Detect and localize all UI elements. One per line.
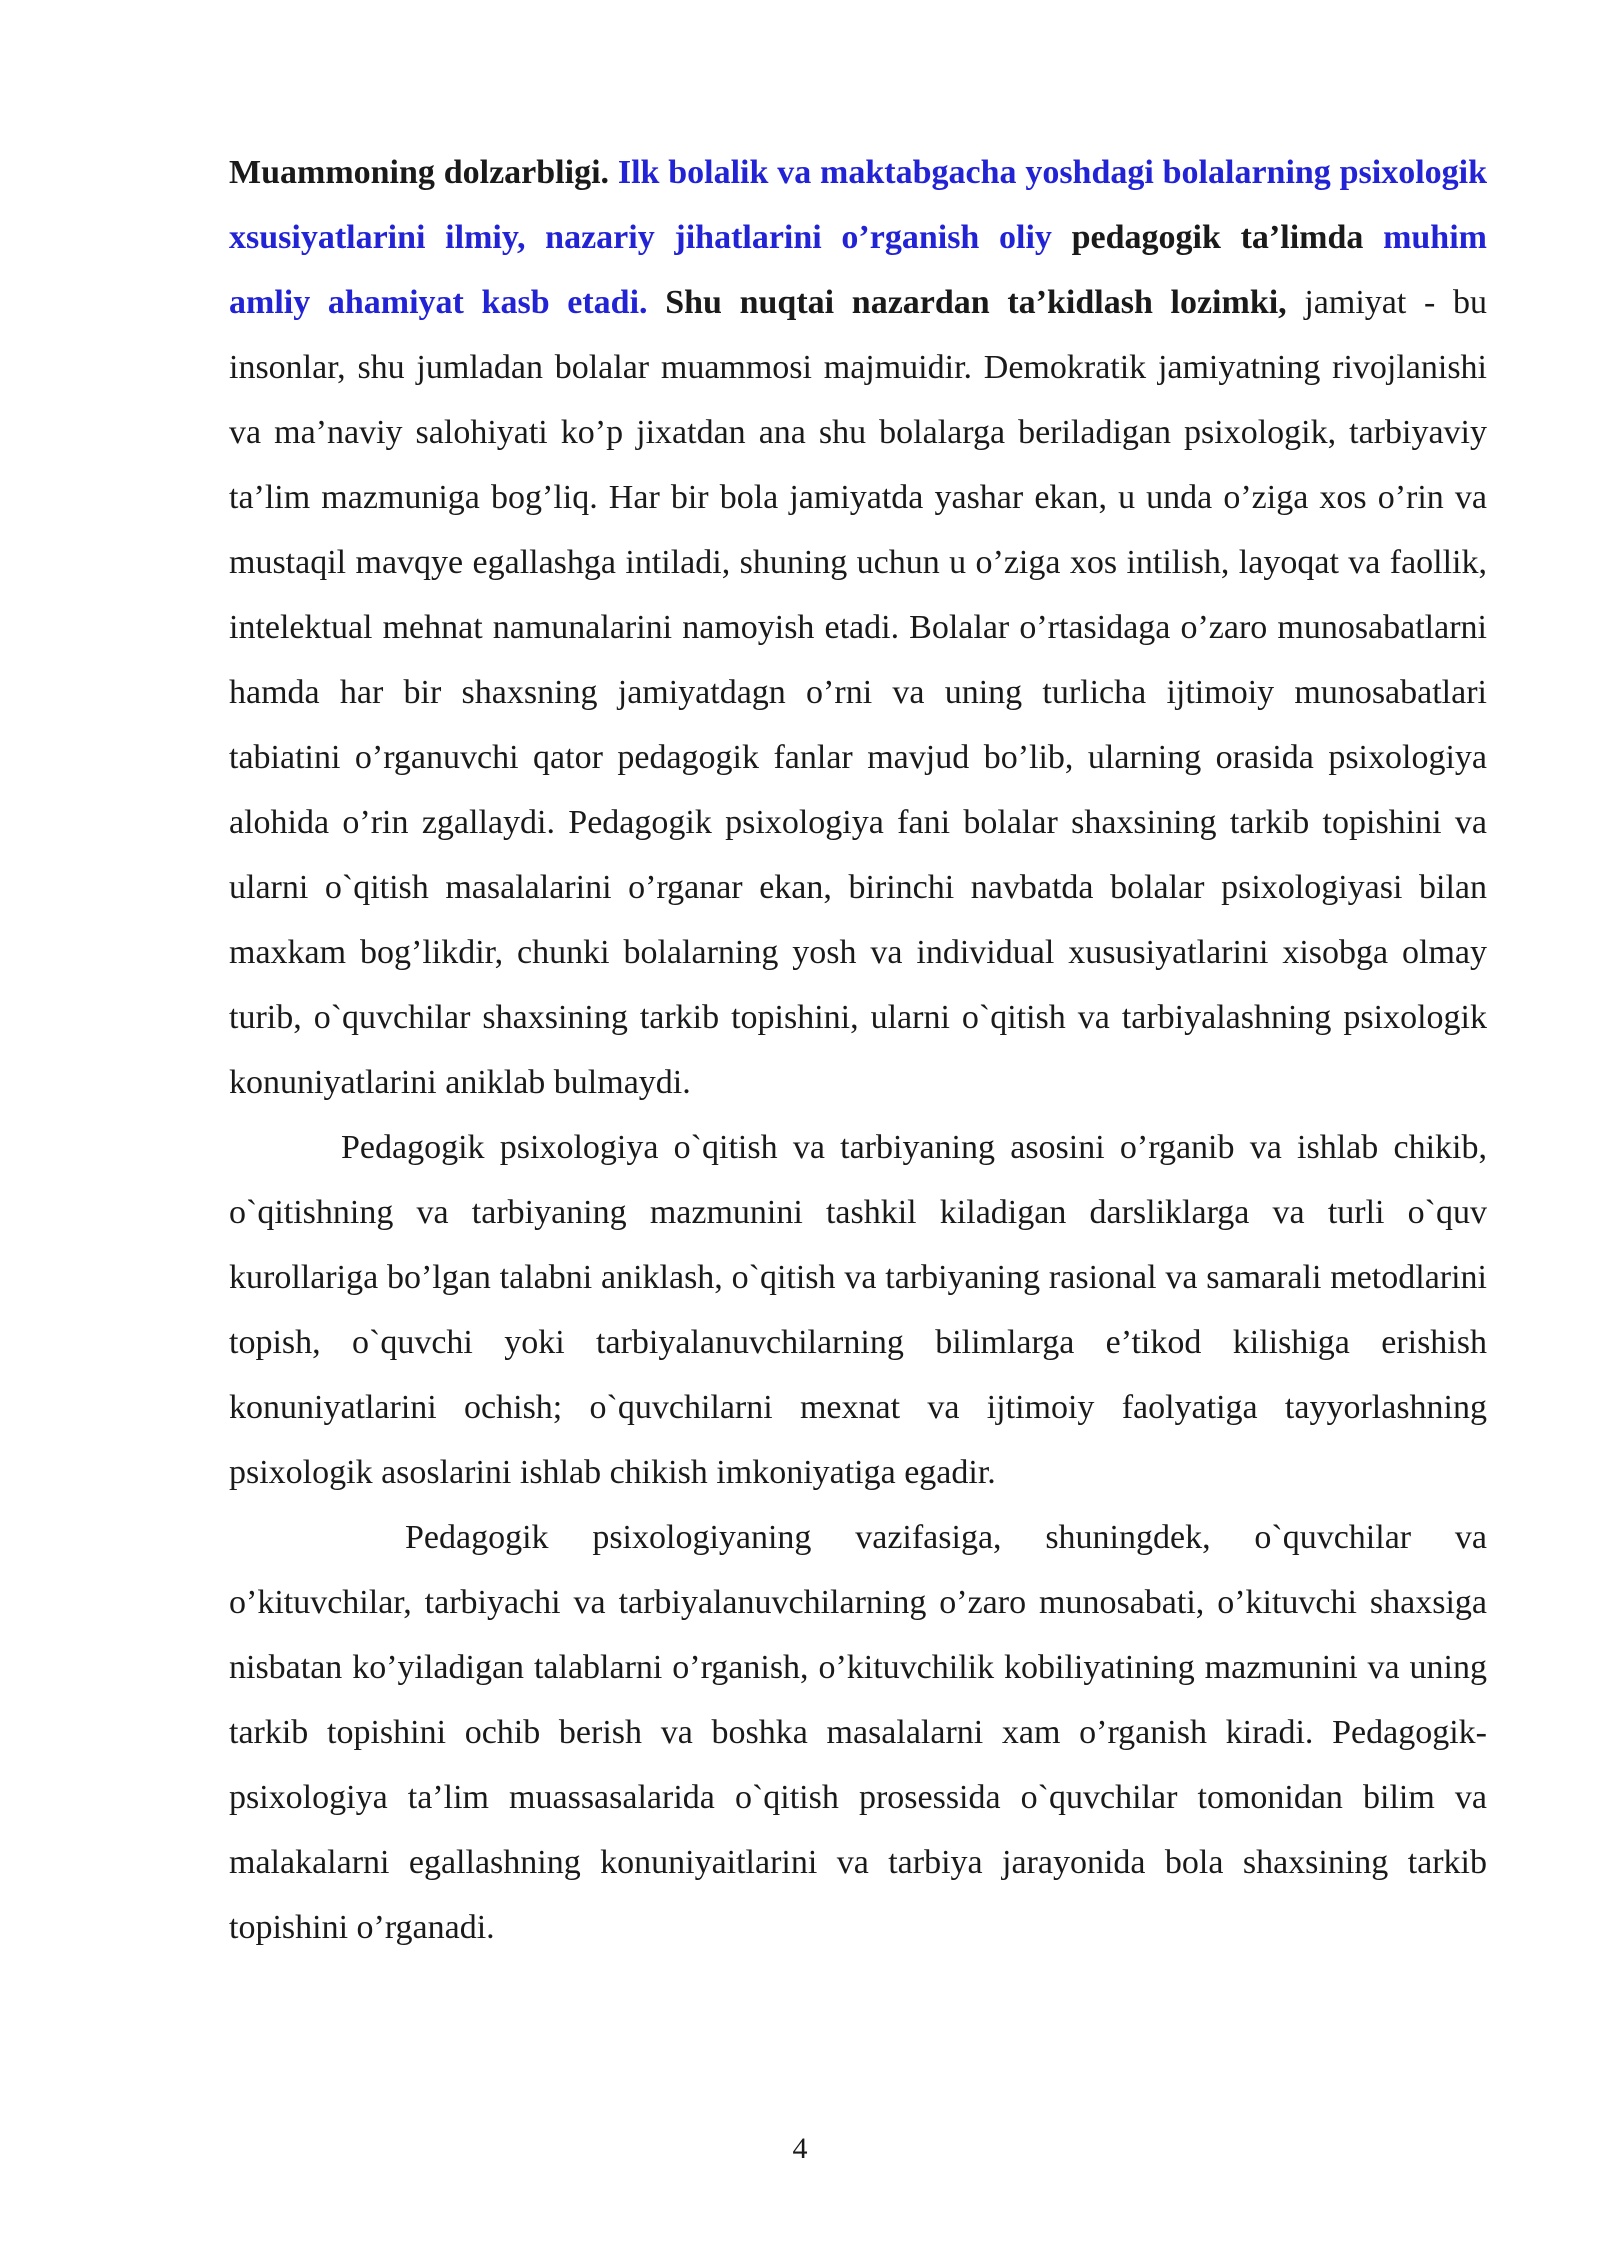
- paragraph-body-text: jamiyat - bu insonlar, shu jumladan bolalar muammosi majmuidir. Demokratik jamiyatning rivojlanishi va ma’naviy salohiyati ko’p jixatdan ana shu bolalarga beriladigan psixologik, tarbiyaviy ta’lim mazmuniga bog’liq. Har bir bola jamiyatda yashar ekan, u unda o’ziga xos o’rin va mustaqil mavqye egallashga intiladi, shuning uchun u o’ziga xos intilish, layoqat va faollik, intelektual mehnat namunalarini namoyish etadi. Bolalar o’rtasidaga o’zaro munosabatlarni hamda har bir shaxsning jamiyatdagn o’rni va uning turlicha ijtimoiy munosabatlari tabiatini o’rganuvchi qator pedagogik fanlar mavjud bo’lib, ularning orasida psixologiya alohida o’rin zgallaydi. Pedagogik psixologiya fani bolalar shaxsining tarkib topishini va ularni o`qitish masalalarini o’rganar ekan, birinchi navbatda bolalar psixologiyasi bilan maxkam bog’likdir, chunki bolalarning yosh va individual xususiyatlarini xisobga olmay turib, o`quvchilar shaxsining tarkib topishini, ularni o`qitish va tarbiyalashning psixologik konuniyatlarini aniklab bulmaydi.: [229, 284, 1487, 1101]
- section-heading: Muammoning dolzarbligi.: [229, 154, 610, 191]
- highlighted-text: Ilk bolalik va maktabgacha yoshdagi bolalarning psixologik xsusiyatlarini ilmiy, nazariy jihatlarini o’rganish oliy: [229, 154, 1488, 256]
- page-number: 4: [792, 2132, 808, 2165]
- highlighted-text: muhim amliy ahamiyat kasb etadi.: [229, 219, 1487, 321]
- bold-text: Shu nuqtai nazardan ta’kidlash lozimki,: [665, 284, 1287, 321]
- paragraph-relevance: [229, 140, 1487, 1115]
- paragraph-tasks: Pedagogik psixologiyaning vazifasiga, shuningdek, o`quvchilar va o’kituvchilar, tarbiyachi va tarbiyalanuvchilarning o’zaro munosabati, o’kituvchi shaxsiga nisbatan ko’yiladigan talablarni o’rganish, o’kituvchilik kobiliyatining mazmunini va uning tarkib topishini ochib berish va boshka masalalarni xam o’rganish kiradi. Pedagogik-psixologiya ta’lim muassasalarida o`qitish prosessida o`quvchilar tomonidan bilim va malakalarni egallashning konuniyaitlarini va tarbiya jarayonida bola shaxsining tarkib topishini o’rganadi.: [229, 1519, 1487, 1946]
- document-body: [229, 140, 1487, 1960]
- paragraph-pedagogical-psychology: Pedagogik psixologiya o`qitish va tarbiyaning asosini o’rganib va ishlab chikib, o`qitishning va tarbiyaning mazmunini tashkil kiladigan darsliklarga va turli o`quv kurollariga bo’lgan talabni aniklash, o`qitish va tarbiyaning rasional va samarali metodlarini topish, o`quvchi yoki tarbiyalanuvchilarning bilimlarga e’tikod kilishiga erishish konuniyatlarini ochish; o`quvchilarni mexnat va ijtimoiy faolyatiga tayyorlashning psixologik asoslarini ishlab chikish imkoniyatiga egadir.: [229, 1129, 1487, 1491]
- bold-text: pedagogik ta’limda: [1071, 219, 1364, 256]
